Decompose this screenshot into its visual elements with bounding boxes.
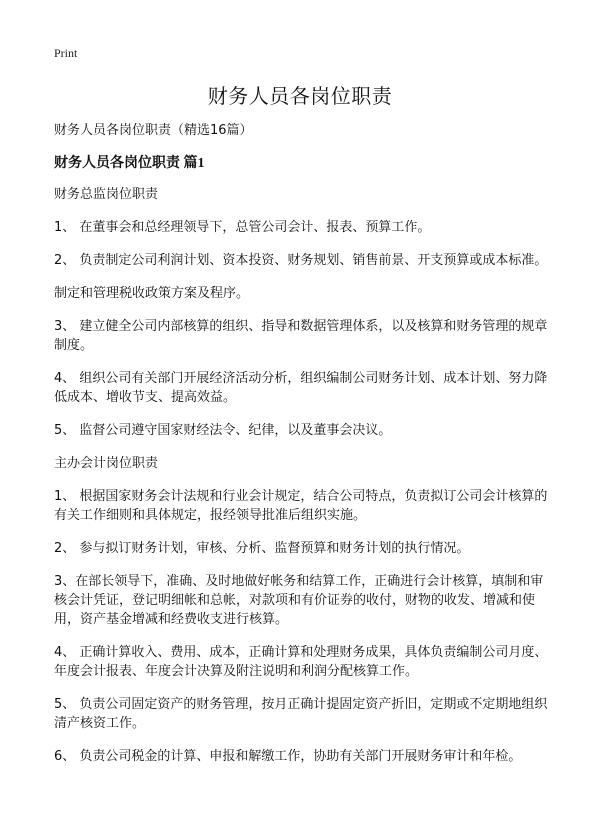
section-title: 财务人员各岗位职责 篇1 bbox=[54, 156, 205, 171]
paragraph: 制定和管理税收政策方案及程序。 bbox=[54, 286, 250, 301]
document-title: 财务人员各岗位职责 bbox=[207, 84, 393, 108]
paragraph: 2、 负责制定公司利润计划、资本投资、财务规划、销售前景、开支预算或成本标准。 bbox=[54, 253, 548, 268]
paragraph: 1、 在董事会和总经理领导下，总管公司会计、报表、预算工作。 bbox=[54, 220, 431, 235]
paragraph: 4、 组织公司有关部门开展经济活动分析，组织编制公司财务计划、成本计划、努力降低成本、增收节支、提高效益。 bbox=[54, 371, 548, 405]
paragraph: 5、 负责公司固定资产的财务管理，按月正确计提固定资产折旧，定期或不定期地组织清产核资工作。 bbox=[54, 697, 548, 731]
print-label: Print bbox=[54, 46, 78, 60]
document-subtitle: 财务人员各岗位职责（精选16篇） bbox=[54, 123, 253, 138]
paragraph: 3、 建立健全公司内部核算的组织、指导和数据管理体系，以及核算和财务管理的规章制度。 bbox=[54, 319, 548, 353]
paragraph-accountant-heading: 主办会计岗位职责 bbox=[54, 456, 159, 471]
paragraph: 6、 负责公司税金的计算、申报和解缴工作，协助有关部门开展财务审计和年检。 bbox=[54, 749, 522, 764]
paragraph-cfo-heading: 财务总监岗位职责 bbox=[54, 187, 159, 202]
paragraph: 2、 参与拟订财务计划，审核、分析、监督预算和财务计划的执行情况。 bbox=[54, 541, 470, 556]
paragraph: 5、 监督公司遵守国家财经法令、纪律，以及董事会决议。 bbox=[54, 423, 392, 438]
document-body bbox=[54, 121, 548, 780]
paragraph: 1、 根据国家财务会计法规和行业会计规定，结合公司特点，负责拟订公司会计核算的有关工作细则和具体规定，报经领导批准后组织实施。 bbox=[54, 489, 548, 523]
paragraph: 4、 正确计算收入、费用、成本，正确计算和处理财务成果，具体负责编制公司月度、年度会计报表、年度会计决算及附注说明和利润分配核算工作。 bbox=[54, 645, 548, 679]
paragraph: 3、在部长领导下，准确、及时地做好帐务和结算工作，正确进行会计核算，填制和审核会计凭证，登记明细帐和总帐，对款项和有价证券的收付，财物的收发、增减和使用，资产基金增减和经费收支进行核算。 bbox=[54, 574, 544, 627]
